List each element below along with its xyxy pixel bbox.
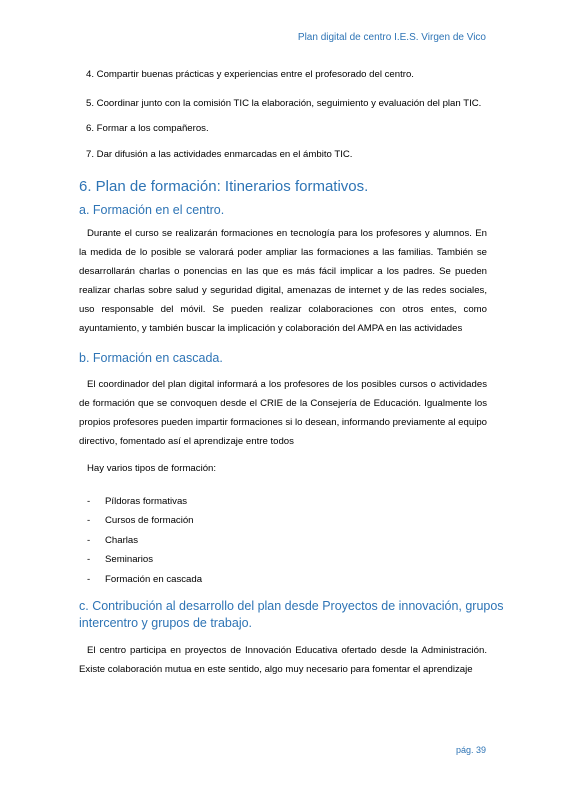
subsection-heading-c-line2: intercentro y grupos de trabajo.	[79, 616, 253, 630]
list-item: - Seminarios	[87, 554, 153, 566]
list-item: - Charlas	[87, 534, 139, 546]
list-item: - Cursos de formación	[87, 515, 194, 527]
section-heading: 6. Plan de formación: Itinerarios formativos.	[79, 178, 369, 195]
page-number: pág. 39	[455, 745, 486, 755]
formation-types-intro: Hay varios tipos de formación:	[87, 463, 217, 474]
paragraph-formacion-cascada: El coordinador del plan digital informará a los profesores de los posibles cursos o actividades de formación que se convoquen desde el CRIE de la Consejería de Educación. Igualmente los propios profesores pueden impartir formaciones si lo desean, informando previamente al equipo directivo, fomentado así el aprendizaje entre todos	[79, 379, 487, 447]
list-item: - Formación en cascada	[87, 573, 203, 585]
formation-types-list	[87, 492, 202, 589]
list-item: 7. Dar difusión a las actividades enmarcadas en el ámbito TIC.	[86, 149, 353, 160]
page-header: Plan digital de centro I.E.S. Virgen de Vico	[297, 32, 486, 43]
paragraph-proyectos-innovacion: El centro participa en proyectos de Innovación Educativa ofertado desde la Administración. Existe colaboración mutua en este sentido, algo muy necesario para fomentar el aprendizaje	[79, 645, 487, 675]
subsection-heading-a: a. Formación en el centro.	[79, 203, 225, 217]
list-item: 6. Formar a los compañeros.	[86, 123, 209, 134]
list-item: 5. Coordinar junto con la comisión TIC la elaboración, seguimiento y evaluación del plan TIC.	[86, 98, 482, 109]
list-item: - Píldoras formativas	[87, 496, 188, 507]
list-item: 4. Compartir buenas prácticas y experiencias entre el profesorado del centro.	[86, 69, 414, 80]
paragraph-formacion-centro: Durante el curso se realizarán formaciones en tecnología para los profesores y alumnos. En la medida de lo posible se valorará poder ampliar las formaciones a las familias. También se desarrollarán charlas o ponencias en las que es más fácil implicar a los padres. Se pueden realizar charlas sobre salud y seguridad digital, amenazas de internet y de las redes sociales, uso responsable del móvil. Se pueden realizar colaboraciones con otros entes, como ayuntamiento, y también buscar la implicación y colaboración del AMPA en las actividades	[79, 228, 487, 334]
subsection-heading-b: b. Formación en cascada.	[79, 351, 223, 365]
subsection-heading-c-line1: c. Contribución al desarrollo del plan desde Proyectos de innovación, grupos	[79, 599, 504, 613]
